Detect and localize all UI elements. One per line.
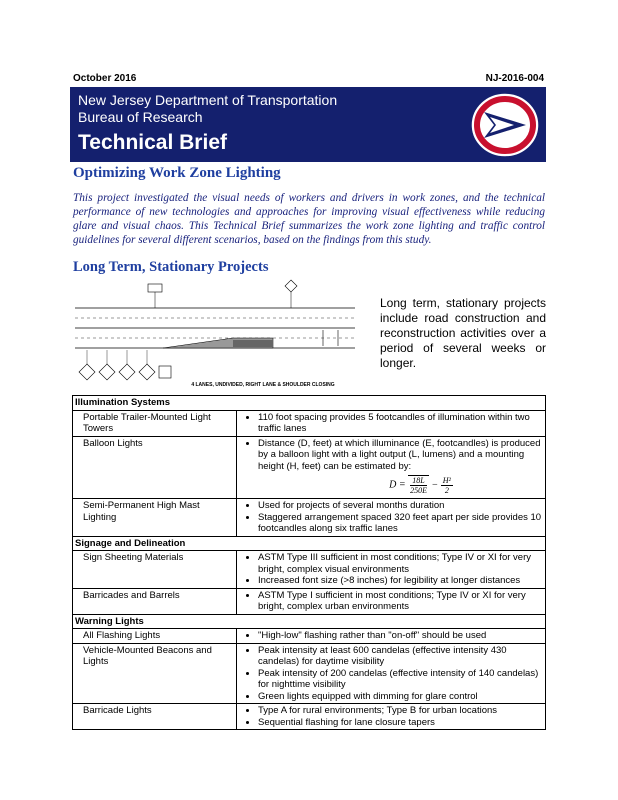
list-item: • "High-low" flashing rather than "on-off" should be used bbox=[258, 630, 542, 642]
item-details bbox=[237, 643, 546, 704]
table-row bbox=[73, 704, 546, 730]
diagram-caption: 4 LANES, UNDIVIDED, RIGHT LANE & SHOULDER CLOSING bbox=[191, 382, 335, 388]
formula-den2: 2 bbox=[444, 485, 449, 495]
list-item: • 110 foot spacing provides 5 footcandles of illumination within two traffic lanes bbox=[258, 412, 542, 435]
list-item: • Increased font size (>8 inches) for legibility at longer distances bbox=[258, 575, 542, 587]
item-label: Balloon Lights bbox=[73, 436, 237, 499]
doc-type-title: Technical Brief bbox=[78, 131, 227, 154]
item-label: Portable Trailer-Mounted Light Towers bbox=[73, 410, 237, 436]
agency-name: New Jersey Department of Transportation bbox=[78, 92, 338, 108]
category-illumination: Illumination Systems bbox=[73, 396, 546, 411]
list-item: • Used for projects of several months duration bbox=[258, 500, 542, 512]
item-label: All Flashing Lights bbox=[73, 629, 237, 644]
list-item: • ASTM Type III sufficient in most conditions; Type IV or XI for very bright, complex visual environments bbox=[258, 552, 542, 575]
item-label: Semi-Permanent High Mast Lighting bbox=[73, 499, 237, 537]
table-row bbox=[73, 499, 546, 537]
list-item: • Distance (D, feet) at which illuminance (E, footcandles) is produced by a balloon light with a light output (L, lumens) and a mounting height (H, feet) can be estimated by: bbox=[258, 438, 542, 473]
category-row bbox=[73, 396, 546, 411]
category-row bbox=[73, 536, 546, 551]
category-row bbox=[73, 614, 546, 629]
njdot-seal-logo bbox=[470, 92, 540, 158]
bureau-name: Bureau of Research bbox=[78, 109, 203, 125]
item-details bbox=[237, 588, 546, 614]
table-row bbox=[73, 551, 546, 589]
table-row bbox=[73, 629, 546, 644]
formula-num1: 18L bbox=[410, 476, 427, 486]
item-details bbox=[237, 499, 546, 537]
item-label: Barricades and Barrels bbox=[73, 588, 237, 614]
category-signage: Signage and Delineation bbox=[73, 536, 546, 551]
formula-minus: − bbox=[431, 479, 439, 491]
abstract-paragraph: This project investigated the visual needs of workers and drivers in work zones, and the technical performance of new technologies and approaches for improving visual effectiveness while reducing glare and visual chaos. This Technical Brief summarizes the work zone lighting and traffic control guidelines for several different scenarios, based on the findings from this study. bbox=[73, 192, 545, 246]
brief-title: Optimizing Work Zone Lighting bbox=[73, 165, 281, 181]
item-details bbox=[237, 436, 546, 499]
formula-sqrt bbox=[408, 475, 429, 495]
report-date: October 2016 bbox=[73, 73, 137, 84]
item-details bbox=[237, 629, 546, 644]
list-item: • Sequential flashing for lane closure tapers bbox=[258, 717, 542, 729]
section-description: Long term, stationary projects include road construction and reconstruction activities over a period of several weeks or longer. bbox=[380, 296, 546, 370]
guidelines-table bbox=[72, 395, 546, 730]
item-label: Vehicle-Mounted Beacons and Lights bbox=[73, 643, 237, 704]
report-id: NJ-2016-004 bbox=[485, 73, 544, 84]
list-item: • ASTM Type I sufficient in most conditions; Type IV or XI for very bright, complex urban environments bbox=[258, 590, 542, 613]
list-item: • Peak intensity of 200 candelas (effective intensity of 140 candelas) for nighttime visibility bbox=[258, 668, 542, 691]
table-row bbox=[73, 588, 546, 614]
list-item: • Type A for rural environments; Type B for urban locations bbox=[258, 705, 542, 717]
work-zone-diagram bbox=[73, 278, 357, 392]
table-row bbox=[73, 436, 546, 499]
formula-num2: H² bbox=[442, 475, 451, 485]
list-item: • Staggered arrangement spaced 320 feet apart per side provides 10 footcandles along six traffic lanes bbox=[258, 512, 542, 535]
item-label: Barricade Lights bbox=[73, 704, 237, 730]
formula-den1: 250E bbox=[410, 486, 427, 495]
item-details bbox=[237, 551, 546, 589]
formula-lhs: D = bbox=[389, 479, 406, 491]
list-item: • Green lights equipped with dimming for glare control bbox=[258, 691, 542, 703]
table-row bbox=[73, 643, 546, 704]
item-details bbox=[237, 704, 546, 730]
section-heading: Long Term, Stationary Projects bbox=[73, 259, 269, 275]
balloon-distance-formula bbox=[240, 472, 542, 497]
item-details bbox=[237, 410, 546, 436]
item-label: Sign Sheeting Materials bbox=[73, 551, 237, 589]
table-row bbox=[73, 410, 546, 436]
category-warning: Warning Lights bbox=[73, 614, 546, 629]
list-item: • Peak intensity at least 600 candelas (effective intensity 430 candelas) for daytime visibility bbox=[258, 645, 542, 668]
